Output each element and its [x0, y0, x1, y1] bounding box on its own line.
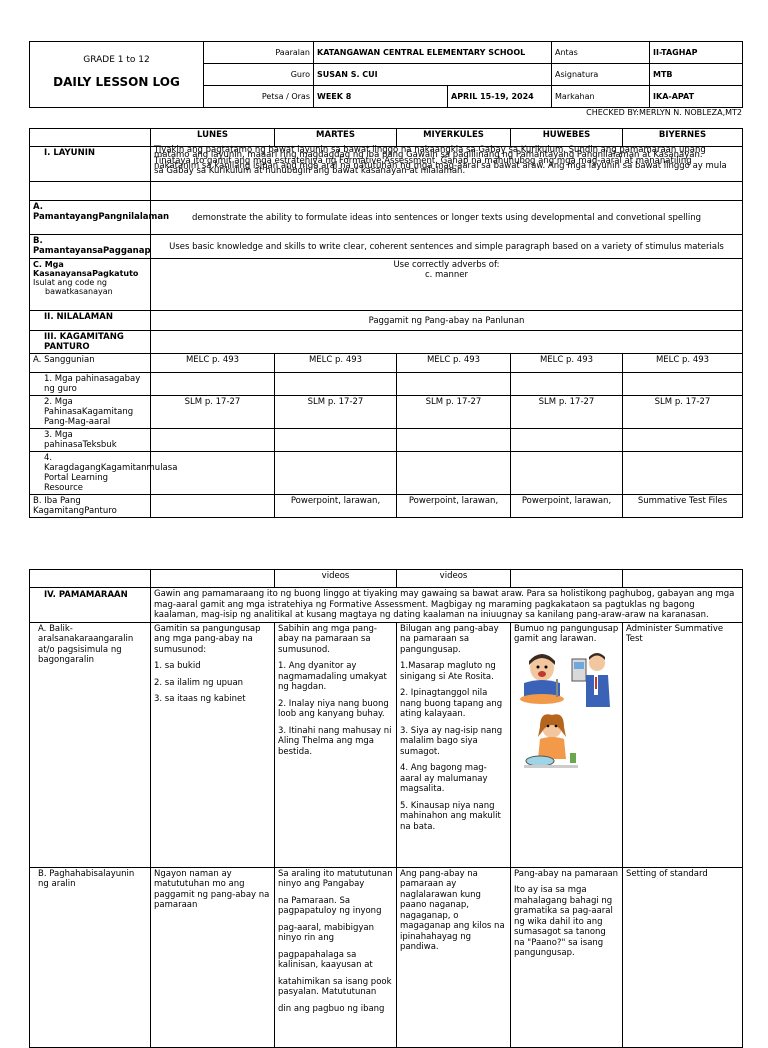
kagamitan-value: Powerpoint, larawan, — [511, 495, 623, 518]
videos-cell: videos — [275, 570, 397, 588]
paghahabi-label: B. Paghahabisalayunin ng aralin — [30, 867, 151, 1047]
empty-cell — [397, 429, 511, 452]
videos-cell — [511, 570, 623, 588]
sanggunian-value: MELC p. 493 — [275, 354, 397, 373]
empty-cell — [623, 452, 743, 495]
empty-cell — [397, 452, 511, 495]
layunin-label: I. LAYUNIN — [30, 147, 151, 182]
martes-line: katahimikan sa isang pook pasyalan. Matututunan — [278, 976, 392, 997]
paaralan-value: KATANGAWAN CENTRAL ELEMENTARY SCHOOL — [314, 42, 552, 64]
asignatura-value: MTB — [650, 64, 743, 86]
kagamitan-value: Summative Test Files — [623, 495, 743, 518]
empty-cell — [275, 429, 397, 452]
lunes-line: 2. sa ilalim ng upuan — [154, 677, 244, 688]
martes-line: Sa araling ito matututunan ninyo ang Pangabay — [278, 868, 393, 889]
kasanayan-text2: c. manner — [424, 270, 469, 280]
slm-value: SLM p. 17-27 — [397, 396, 511, 429]
petsa-label: Petsa / Oras — [204, 86, 314, 108]
miyerkules-line: 3. Siya ay nag-isip nang malalim bago siya sumagot. — [400, 725, 503, 757]
grade-label: GRADE 1 to 12 — [83, 54, 150, 65]
day-header: LUNES — [151, 129, 275, 147]
slm-value: SLM p. 17-27 — [151, 396, 275, 429]
iba-pang-kagamitan-label: B. Iba Pang KagamitangPanturo — [30, 495, 151, 518]
antas-label: Antas — [552, 42, 650, 64]
asignatura-label: Asignatura — [552, 64, 650, 86]
date-value: APRIL 15-19, 2024 — [448, 86, 552, 108]
cooking-woman-icon — [520, 713, 582, 775]
sanggunian-value: MELC p. 493 — [151, 354, 275, 373]
paghahabi-lunes: Ngayon naman ay matututuhan mo ang paggamit ng pang-abay na pamaraan — [151, 867, 275, 1047]
empty-cell — [511, 429, 623, 452]
guro-value: SUSAN S. CUI — [314, 64, 552, 86]
martes-line: 1. Ang dyanitor ay nagmamadaling umakyat ng hagdan. — [278, 661, 387, 692]
huwebes-line: Ito ay isa sa mga mahalagang bahagi ng gramatika sa pag-aaral ng wika dahil ito ang sumasagot sa tanong na "Paano?" sa isang pangungusap. — [514, 885, 613, 958]
kagamitan-value: Powerpoint, larawan, — [275, 495, 397, 518]
sanggunian-value: MELC p. 493 — [623, 354, 743, 373]
lunes-line: 3. sa itaas ng kabinet — [154, 694, 246, 704]
slm-value: SLM p. 17-27 — [275, 396, 397, 429]
martes-line: din ang pagbuo ng ibang — [278, 1003, 385, 1014]
balik-aral-miyerkules — [397, 622, 511, 867]
miyerkules-line: Bilugan ang pang-abay na pamaraan sa pangungusap. — [400, 623, 499, 655]
empty-cell — [30, 182, 151, 201]
slm-value: SLM p. 17-27 — [511, 396, 623, 429]
pamantayang-pangnilalaman-text: demonstrate the ability to formulate ideas into sentences or longer texts using developmental and convetional spelling — [151, 201, 743, 235]
empty-cell — [151, 429, 275, 452]
lunes-line: Gamitin sa pangungusap ang mga pang-abay na sumusunod: — [154, 623, 261, 655]
sanggunian-value: MELC p. 493 — [511, 354, 623, 373]
teksbuk-label: 3. Mga pahinasaTeksbuk — [30, 429, 151, 452]
kagamitan-value — [151, 495, 275, 518]
paghahabi-biyernes: Setting of standard — [623, 867, 743, 1047]
day-header: HUWEBES — [511, 129, 623, 147]
miyerkules-line: 4. Ang bagong mag-aaral ay malumanay magsalita. — [400, 763, 488, 794]
martes-line: pag-aaral, mabibigyan ninyo rin ang — [278, 922, 374, 943]
empty-cell — [275, 452, 397, 495]
empty-cell — [623, 429, 743, 452]
miyerkules-line: 1.Masarap magluto ng sinigang si Ate Rosita. — [400, 661, 496, 682]
empty-cell — [151, 182, 743, 201]
kasanayan-label: C. Mga KasanayansaPagkatuto — [33, 260, 139, 278]
checked-by: CHECKED BY:MERLYN N. NOBLEZA,MT2 — [586, 108, 742, 117]
balik-aral-martes — [275, 622, 397, 867]
martes-line: Sabihin ang mga pang-abay na pamaraan sa sumusunod. — [278, 623, 377, 655]
objectives-table — [29, 128, 743, 518]
empty-cell — [275, 373, 397, 396]
empty-cell — [511, 373, 623, 396]
miyerkules-line: 2. Ipinagtanggol nila nang buong tapang ang ating kalayaan. — [400, 688, 503, 719]
pamamaraan-label: IV. PAMAMARAAN — [30, 588, 151, 623]
balik-aral-huwebes — [511, 622, 623, 867]
balik-aral-lunes — [151, 622, 275, 867]
nilalaman-label: II. NILALAMAN — [30, 311, 151, 331]
pamantayang-pangnilalaman-label: A. PamantayangPangnilalaman — [30, 201, 151, 235]
eating-boy-icon — [516, 653, 568, 708]
portal-resource-label: 4. KaragdagangKagamitanmulasa Portal Learning Resource — [30, 452, 151, 495]
paghahabi-martes — [275, 867, 397, 1047]
pamantayan-sa-pagganap-text: Uses basic knowledge and skills to write clear, coherent sentences and simple paragraph based on a variety of stimulus materials — [151, 235, 743, 259]
empty-cell — [151, 452, 275, 495]
title-cell — [30, 42, 204, 108]
header-table — [29, 41, 743, 108]
procedures-table — [29, 569, 743, 1048]
week-value: WEEK 8 — [314, 86, 448, 108]
man-at-machine-icon — [570, 651, 612, 709]
kasanayan-sub2: bawatkasanayan — [45, 287, 113, 296]
corner-cell — [30, 129, 151, 147]
huwebes-line: Bumuo ng pangungusap gamit ang larawan. — [514, 623, 619, 644]
paghahabi-miyerkules: Ang pang-abay na pamaraan ay naglalarawan kung paano naganap, nagaganap, o magaganap ang kilos na ipinahahayag ng pandiwa. — [397, 867, 511, 1047]
paghahabi-huwebes — [511, 867, 623, 1047]
kasanayan-sub1: Isulat ang code ng — [33, 278, 107, 287]
empty-cell — [151, 331, 743, 354]
day-header: MIYERKULES — [397, 129, 511, 147]
pamamaraan-text: Gawin ang pamamaraang ito ng buong linggo at tiyaking may gawaing sa bawat araw. Para sa holistikong paghubog, gabayan ang mga mag-aaral gamit ang mga istratehiya ng Formative Assessment. Magbigay ng maraming pagkakataon sa pagtuklas ng bagong kaalaman, mag-isip ng analitikal at kusang magtaya ng dating kaalaman na iniuugnay sa kanilang pang-araw-araw na karanasan. — [151, 588, 743, 623]
guro-label: Guro — [204, 64, 314, 86]
sanggunian-label: A. Sanggunian — [30, 354, 151, 373]
martes-line: pagpapahalaga sa kalinisan, kaayusan at — [278, 949, 373, 970]
huwebes-line: Pang-abay na pamaraan — [514, 868, 619, 879]
slm-value: SLM p. 17-27 — [623, 396, 743, 429]
kagamitan-value: Powerpoint, larawan, — [397, 495, 511, 518]
kasanayan-label-cell — [30, 259, 151, 311]
day-header: MARTES — [275, 129, 397, 147]
lunes-line: 1. sa bukid — [154, 661, 201, 671]
kagamitang-mag-aaral-label: 2. Mga PahinasaKagamitang Pang-Mag-aaral — [30, 396, 151, 429]
videos-cell — [151, 570, 275, 588]
empty-cell — [623, 373, 743, 396]
paaralan-label: Paaralan — [204, 42, 314, 64]
empty-cell — [30, 570, 151, 588]
empty-cell — [511, 452, 623, 495]
balik-aral-label: A. Balik-aralsanakaraangaralin at/o pagsisimula ng bagongaralin — [30, 622, 151, 867]
miyerkules-line: 5. Kinausap niya nang mahinahon ang makulit na bata. — [400, 800, 501, 832]
document-title: DAILY LESSON LOG — [53, 74, 180, 89]
empty-cell — [397, 373, 511, 396]
kagamitan-label: III. KAGAMITANG PANTURO — [30, 331, 151, 354]
day-header: BIYERNES — [623, 129, 743, 147]
martes-line: 2. Inalay niya nang buong loob ang kanyang buhay. — [278, 698, 389, 719]
videos-cell: videos — [397, 570, 511, 588]
sanggunian-value: MELC p. 493 — [397, 354, 511, 373]
balik-aral-biyernes: Administer Summative Test — [623, 622, 743, 867]
picture-area — [514, 651, 619, 781]
videos-cell — [623, 570, 743, 588]
kasanayan-text1: Use correctly adverbs of: — [393, 260, 500, 270]
gabay-guro-label: 1. Mga pahinasagabay ng guro — [30, 373, 151, 396]
markahan-label: Markahan — [552, 86, 650, 108]
martes-line: 3. Itinahi nang mahusay ni Aling Thelma ang mga bestida. — [278, 725, 392, 757]
markahan-value: IKA-APAT — [650, 86, 743, 108]
martes-line: na Pamaraan. Sa pagpapatuloy ng inyong — [278, 895, 382, 916]
nilalaman-text: Paggamit ng Pang-abay na Panlunan — [151, 311, 743, 331]
pamantayan-sa-pagganap-label: B. PamantayansaPagganap — [30, 235, 151, 259]
antas-value: II-TAGHAP — [650, 42, 743, 64]
layunin-text: Tiyakin ang pagtatamo ng bawat layunin sa bawat linggo na nakaangkla sa Gabay sa Kurikulum. Sundin ang pamamaraan upang matamo ang layunin, maaari ring magdagdag ng iba pang Gawain sa paglilinang ng Pamantayang Pangnilalaman at Kasanayan. Tinataya ito gamit ang mga estratehiya ng Formative Assessment. Ganap na mahuhubog ang mga mag-aaral at mananatiling nakatanim sa kanilang isipan ang mga aral na natutuhan ng mga mag-aaral sa bawat araw. Ang mga layunin sa bawat linggo ay mula sa Gabay sa Kurikulum at huhubugin ang bawat kasanayan at nilalaman. — [151, 147, 743, 182]
empty-cell — [151, 373, 275, 396]
kasanayan-text-cell — [151, 259, 743, 311]
